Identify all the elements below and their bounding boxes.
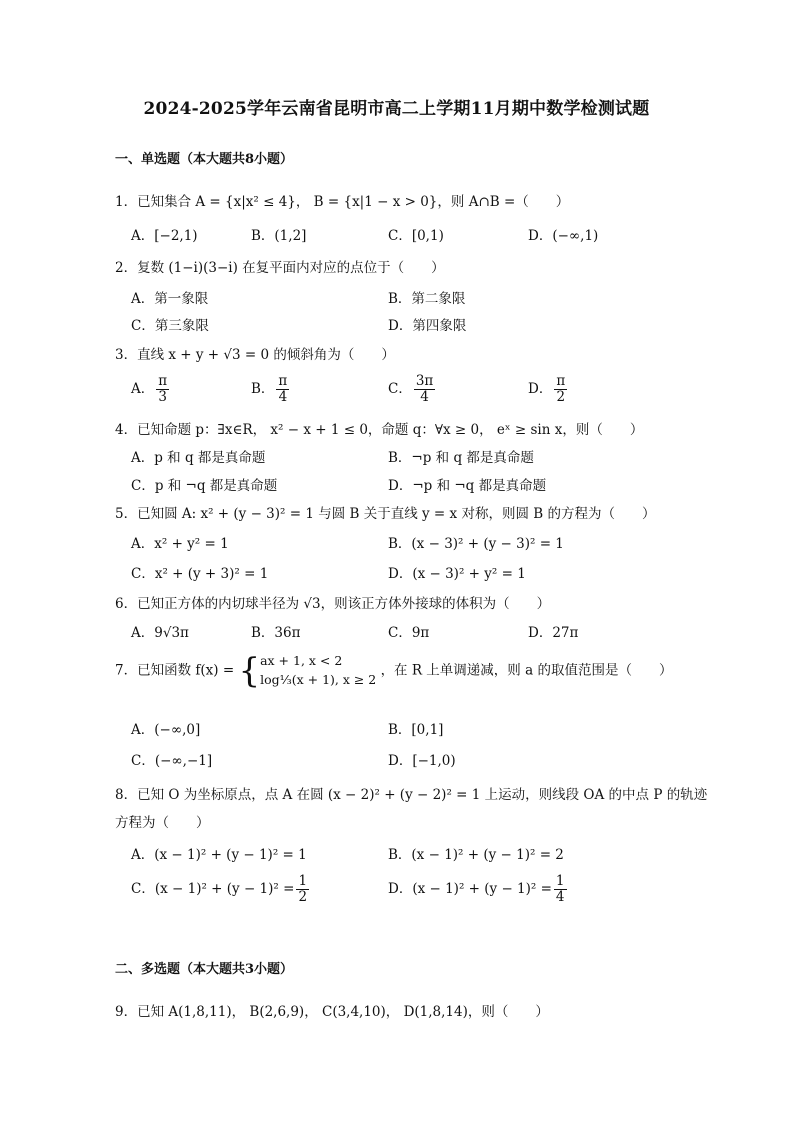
question-4-option-b: B．¬p 和 q 都是真命题 (388, 450, 534, 466)
question-6-stem: 6．已知正方体的内切球半径为 √3，则该正方体外接球的体积为（ ） (115, 596, 551, 612)
question-2-option-b: B．第二象限 (388, 291, 466, 307)
question-3-stem: 3．直线 x + y + √3 = 0 的倾斜角为（ ） (115, 347, 395, 363)
question-5-option-d: D．(x − 3)² + y² = 1 (388, 566, 526, 582)
question-1-option-d: D．(−∞,1) (528, 228, 599, 244)
question-8-option-c: C．(x − 1)² + (y − 1)² = $\frac{1}{2}$ (131, 873, 308, 905)
question-6-option-c: C．9π (388, 625, 430, 641)
question-4-option-d: D．¬p 和 ¬q 都是真命题 (388, 478, 547, 494)
question-1-stem: 1．已知集合 A = {x|x² ≤ 4}， B = {x|1 − x > 0}，则 A∩B =（ ） (115, 194, 570, 210)
question-2-option-c: C．第三象限 (131, 318, 209, 334)
question-1-option-c: C．[0,1) (388, 228, 444, 244)
fraction: $\frac{3\pi}{4}$ (415, 373, 434, 405)
question-1-option-a: A．[−2,1) (131, 228, 198, 244)
question-3-option-b: B． $\frac{\pi}{4}$ (251, 373, 288, 405)
question-2-option-d: D．第四象限 (388, 318, 467, 334)
question-2-stem: 2．复数 (1−i)(3−i) 在复平面内对应的点位于（ ） (115, 260, 445, 276)
question-4-stem: 4．已知命题 p：∃x∈R， x² − x + 1 ≤ 0，命题 q：∀x ≥ 0， eˣ ≥ sin x，则（ ） (115, 422, 644, 438)
question-6-option-a: A．9√3π (131, 625, 189, 641)
question-8-option-d: D．(x − 1)² + (y − 1)² = $\frac{1}{4}$ (388, 873, 565, 905)
fraction: $\frac{\pi}{4}$ (278, 373, 288, 405)
question-3-option-c: C． $\frac{3\pi}{4}$ (388, 373, 434, 405)
question-7-option-c: C．(−∞,−1] (131, 753, 213, 769)
fraction: $\frac{1}{4}$ (555, 873, 565, 905)
question-1-option-b: B．(1,2] (251, 228, 307, 244)
question-4-option-a: A．p 和 q 都是真命题 (131, 450, 266, 466)
fraction: $\frac{1}{2}$ (298, 873, 308, 905)
question-3-option-a: A． $\frac{\pi}{3}$ (131, 373, 168, 405)
question-7-option-d: D．[−1,0) (388, 753, 456, 769)
question-2-option-a: A．第一象限 (131, 291, 209, 307)
question-8-stem: 8．已知 O 为坐标原点，点 A 在圆 (x − 2)² + (y − 2)² = 1 上运动，则线段 OA 的中点 P 的轨迹 (115, 787, 708, 803)
piecewise-function: { ax + 1, x < 2 log⅓(x + 1), x ≥ 2 (238, 650, 377, 691)
question-6-option-d: D．27π (528, 625, 579, 641)
page-title: 2024-2025学年云南省昆明市高二上学期11月期中数学检测试题 (143, 99, 650, 119)
section-heading-multiple-choice: 二、多选题（本大题共3小题） (115, 962, 294, 977)
question-5-option-a: A．x² + y² = 1 (131, 536, 229, 552)
question-5-stem: 5．已知圆 A: x² + (y − 3)² = 1 与圆 B 关于直线 y = x 对称，则圆 B 的方程为（ ） (115, 506, 656, 522)
question-7-stem: 7．已知函数 f(x) = { ax + 1, x < 2 log⅓(x + 1), x ≥ 2 ，在 R 上单调递减，则 a 的取值范围是（ ） (115, 650, 673, 691)
fraction: $\frac{\pi}{3}$ (158, 373, 168, 405)
question-3-option-d: D． $\frac{\pi}{2}$ (528, 373, 566, 405)
section-heading-single-choice: 一、单选题（本大题共8小题） (115, 152, 294, 167)
question-4-option-c: C．p 和 ¬q 都是真命题 (131, 478, 278, 494)
left-brace: { (238, 650, 261, 691)
question-6-option-b: B．36π (251, 625, 301, 641)
fraction: $\frac{\pi}{2}$ (556, 373, 566, 405)
question-7-option-a: A．(−∞,0] (131, 722, 201, 738)
question-8-option-b: B．(x − 1)² + (y − 1)² = 2 (388, 847, 564, 863)
question-5-option-b: B．(x − 3)² + (y − 3)² = 1 (388, 536, 564, 552)
question-7-option-b: B．[0,1] (388, 722, 444, 738)
question-8-stem-continued: 方程为（ ） (115, 815, 210, 831)
question-8-option-a: A．(x − 1)² + (y − 1)² = 1 (131, 847, 307, 863)
question-5-option-c: C．x² + (y + 3)² = 1 (131, 566, 269, 582)
question-9-stem: 9．已知 A(1,8,11)， B(2,6,9)， C(3,4,10)， D(1,8,14)，则（ ） (115, 1004, 549, 1020)
